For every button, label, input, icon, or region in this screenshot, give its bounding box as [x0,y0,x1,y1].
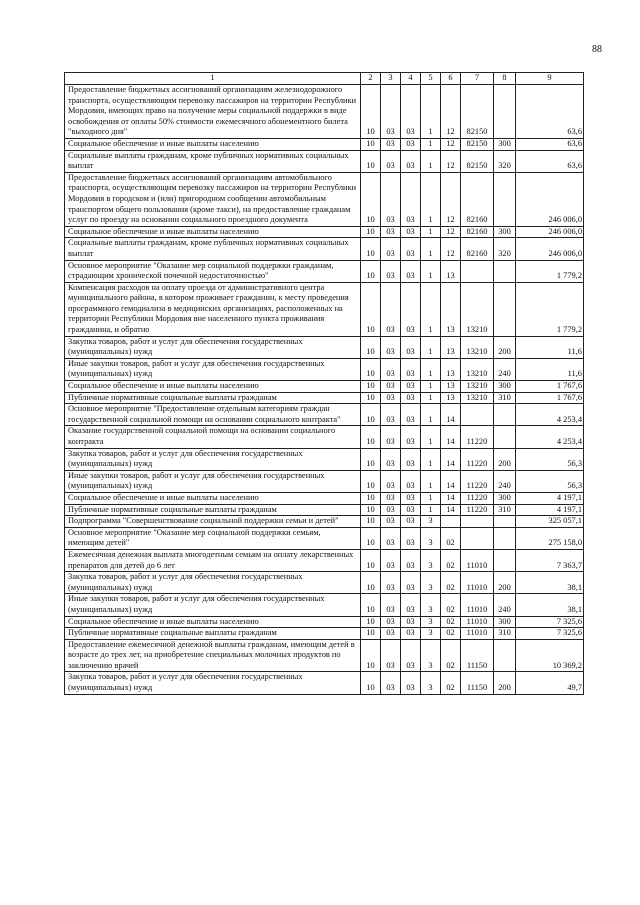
row-name-cell: Основное мероприятие "Оказание мер социальной поддержки гражданам, страдающим хронической почечной недостаточностью" [65,260,361,282]
row-code-cell: 3 [421,516,441,528]
row-amount-cell: 275 158,0 [516,527,584,549]
table-row [65,572,584,594]
row-code-cell: 03 [401,358,421,380]
row-code-cell: 13 [441,358,461,380]
header-cell: 3 [381,73,401,85]
row-code-cell: 1 [421,138,441,150]
row-name-cell: Предоставление ежемесячной денежной выплаты гражданам, имеющим детей в возрасте до трех лет, на приобретение специальных молочных продуктов по заключению врачей [65,639,361,672]
row-code-cell: 03 [401,138,421,150]
row-code-cell: 13210 [461,336,494,358]
row-code-cell: 11010 [461,572,494,594]
header-cell: 7 [461,73,494,85]
row-code-cell: 240 [494,470,516,492]
row-amount-cell: 63,6 [516,138,584,150]
row-code-cell: 13210 [461,282,494,336]
table-row [65,336,584,358]
row-amount-cell: 7 325,6 [516,628,584,640]
row-code-cell: 03 [381,594,401,616]
row-amount-cell: 246 006,0 [516,172,584,226]
row-code-cell: 14 [441,426,461,448]
table-row [65,594,584,616]
row-code-cell: 1 [421,404,441,426]
row-name-cell: Социальные выплаты гражданам, кроме публичных нормативных социальных выплат [65,238,361,260]
row-amount-cell: 63,6 [516,150,584,172]
row-amount-cell: 4 197,1 [516,504,584,516]
row-code-cell: 1 [421,358,441,380]
row-code-cell: 11220 [461,426,494,448]
row-code-cell: 03 [381,358,401,380]
row-amount-cell: 63,6 [516,85,584,139]
row-code-cell: 300 [494,138,516,150]
row-code-cell: 320 [494,238,516,260]
row-code-cell: 10 [361,426,381,448]
row-code-cell [494,639,516,672]
row-code-cell: 200 [494,448,516,470]
row-amount-cell: 10 369,2 [516,639,584,672]
row-code-cell: 11010 [461,594,494,616]
table-row [65,238,584,260]
row-name-cell: Социальное обеспечение и иные выплаты населению [65,226,361,238]
row-code-cell: 310 [494,628,516,640]
row-name-cell: Подпрограмма "Совершенствование социальной поддержки семьи и детей" [65,516,361,528]
row-code-cell: 03 [381,448,401,470]
row-code-cell: 10 [361,470,381,492]
row-amount-cell: 1 779,2 [516,282,584,336]
row-amount-cell: 4 253,4 [516,404,584,426]
table-row [65,426,584,448]
row-code-cell: 02 [441,628,461,640]
row-code-cell: 13210 [461,381,494,393]
budget-table [64,72,584,695]
row-name-cell: Компенсация расходов на оплату проезда от административного центра муниципального района, в котором проживает гражданин, к месту проведения программного гемодиализа в медицинских организациях, расположенных на территории Республики Мордовия вне населенного пункта проживания гражданина, и обратно [65,282,361,336]
row-code-cell: 11010 [461,549,494,571]
row-amount-cell: 1 767,6 [516,392,584,404]
row-code-cell: 12 [441,238,461,260]
row-code-cell [461,260,494,282]
row-code-cell: 10 [361,172,381,226]
row-code-cell: 13 [441,336,461,358]
header-cell: 1 [65,73,361,85]
row-name-cell: Предоставление бюджетных ассигнований организациям железнодорожного транспорта, осуществляющим перевозку пассажиров на территории Республики Мордовия, имеющих право на получение меры социальной поддержки в виде освобождения от оплаты 50% стоимости ежемесячного абонементного билета "выходного дня" [65,85,361,139]
row-code-cell: 13 [441,260,461,282]
row-code-cell: 10 [361,358,381,380]
row-name-cell: Социальное обеспечение и иные выплаты населению [65,381,361,393]
header-cell: 6 [441,73,461,85]
row-code-cell: 03 [381,470,401,492]
row-code-cell: 14 [441,448,461,470]
row-code-cell: 03 [381,392,401,404]
row-code-cell: 02 [441,527,461,549]
row-code-cell: 03 [401,504,421,516]
row-code-cell: 03 [381,282,401,336]
row-code-cell: 3 [421,594,441,616]
row-code-cell: 03 [401,672,421,694]
row-code-cell: 03 [401,426,421,448]
row-code-cell: 03 [401,527,421,549]
table-row [65,381,584,393]
row-code-cell: 200 [494,572,516,594]
row-code-cell: 03 [401,404,421,426]
row-code-cell: 03 [381,85,401,139]
row-code-cell: 200 [494,672,516,694]
row-code-cell: 10 [361,336,381,358]
row-code-cell: 12 [441,150,461,172]
row-code-cell: 11220 [461,492,494,504]
row-code-cell: 3 [421,549,441,571]
row-code-cell: 1 [421,85,441,139]
row-code-cell: 11150 [461,672,494,694]
row-code-cell: 02 [441,594,461,616]
row-amount-cell: 4 253,4 [516,426,584,448]
row-name-cell: Социальное обеспечение и иные выплаты населению [65,616,361,628]
table-row [65,392,584,404]
row-code-cell: 03 [381,381,401,393]
row-code-cell: 13 [441,392,461,404]
row-amount-cell: 1 767,6 [516,381,584,393]
row-code-cell: 03 [401,628,421,640]
row-amount-cell: 7 363,7 [516,549,584,571]
row-code-cell: 1 [421,392,441,404]
row-name-cell: Публичные нормативные социальные выплаты гражданам [65,392,361,404]
row-amount-cell: 49,7 [516,672,584,694]
row-code-cell: 03 [401,470,421,492]
table-row [65,282,584,336]
row-code-cell [461,527,494,549]
table-row [65,516,584,528]
row-code-cell: 13 [441,282,461,336]
row-code-cell: 10 [361,238,381,260]
row-code-cell: 13 [441,381,461,393]
table-row [65,150,584,172]
table-row [65,616,584,628]
row-code-cell: 03 [401,392,421,404]
row-amount-cell: 38,1 [516,594,584,616]
row-code-cell: 03 [401,260,421,282]
row-code-cell: 11010 [461,628,494,640]
row-name-cell: Основное мероприятие "Предоставление отдельным категориям граждан государственной социальной помощи на основании социального контракта" [65,404,361,426]
row-code-cell: 1 [421,448,441,470]
row-code-cell: 03 [381,238,401,260]
row-code-cell: 10 [361,527,381,549]
row-code-cell [494,549,516,571]
row-code-cell: 10 [361,150,381,172]
row-code-cell: 03 [401,516,421,528]
row-name-cell: Основное мероприятие "Оказание мер социальной поддержки семьям, имеющим детей" [65,527,361,549]
row-code-cell: 03 [401,150,421,172]
row-code-cell: 03 [381,572,401,594]
row-code-cell: 300 [494,381,516,393]
row-name-cell: Ежемесячная денежная выплата многодетным семьям на оплату лекарственных препаратов для детей до 6 лет [65,549,361,571]
row-code-cell: 200 [494,336,516,358]
row-name-cell: Иные закупки товаров, работ и услуг для обеспечения государственных (муниципальных) нужд [65,470,361,492]
table-row [65,549,584,571]
row-code-cell: 300 [494,616,516,628]
table-row [65,628,584,640]
row-code-cell [494,260,516,282]
row-code-cell: 3 [421,527,441,549]
row-code-cell: 10 [361,639,381,672]
row-code-cell: 13210 [461,358,494,380]
row-code-cell: 03 [401,172,421,226]
row-code-cell: 10 [361,549,381,571]
table-row [65,527,584,549]
row-code-cell: 03 [401,594,421,616]
row-code-cell [461,404,494,426]
table-row [65,404,584,426]
row-code-cell: 320 [494,150,516,172]
header-row [65,73,584,85]
row-code-cell: 03 [381,172,401,226]
row-code-cell: 03 [381,336,401,358]
row-code-cell: 240 [494,594,516,616]
table-row [65,448,584,470]
row-code-cell: 03 [381,549,401,571]
row-code-cell: 10 [361,392,381,404]
row-code-cell: 12 [441,172,461,226]
row-code-cell: 12 [441,138,461,150]
row-amount-cell: 11,6 [516,358,584,380]
row-code-cell: 03 [381,260,401,282]
row-code-cell: 1 [421,336,441,358]
row-code-cell: 02 [441,616,461,628]
row-code-cell: 310 [494,392,516,404]
row-code-cell: 03 [381,527,401,549]
row-amount-cell: 7 325,6 [516,616,584,628]
row-code-cell: 14 [441,504,461,516]
table-row [65,226,584,238]
table-row [65,672,584,694]
row-code-cell: 02 [441,572,461,594]
row-name-cell: Иные закупки товаров, работ и услуг для обеспечения государственных (муниципальных) нужд [65,594,361,616]
header-cell: 4 [401,73,421,85]
row-code-cell: 3 [421,639,441,672]
row-code-cell: 03 [401,282,421,336]
row-code-cell: 03 [401,85,421,139]
row-code-cell: 11220 [461,504,494,516]
row-code-cell: 10 [361,282,381,336]
row-code-cell: 3 [421,628,441,640]
row-code-cell: 02 [441,672,461,694]
row-code-cell: 300 [494,226,516,238]
row-code-cell: 03 [381,516,401,528]
row-code-cell: 10 [361,504,381,516]
header-cell: 8 [494,73,516,85]
row-code-cell [461,516,494,528]
row-code-cell: 14 [441,470,461,492]
row-amount-cell: 56,3 [516,448,584,470]
table-row [65,138,584,150]
row-code-cell [494,426,516,448]
row-name-cell: Публичные нормативные социальные выплаты гражданам [65,628,361,640]
row-code-cell: 12 [441,226,461,238]
row-name-cell: Социальное обеспечение и иные выплаты населению [65,138,361,150]
row-code-cell: 82160 [461,172,494,226]
row-code-cell: 82160 [461,238,494,260]
row-code-cell: 1 [421,226,441,238]
row-code-cell [494,404,516,426]
header-cell: 2 [361,73,381,85]
row-code-cell: 12 [441,85,461,139]
row-code-cell: 1 [421,426,441,448]
row-code-cell: 10 [361,616,381,628]
row-name-cell: Закупка товаров, работ и услуг для обеспечения государственных (муниципальных) нужд [65,448,361,470]
table-row [65,470,584,492]
row-code-cell: 10 [361,516,381,528]
row-code-cell: 03 [401,549,421,571]
row-code-cell: 3 [421,616,441,628]
row-amount-cell: 325 057,1 [516,516,584,528]
row-code-cell: 1 [421,492,441,504]
row-code-cell [494,172,516,226]
row-code-cell: 10 [361,85,381,139]
row-code-cell: 03 [401,448,421,470]
row-code-cell: 14 [441,492,461,504]
row-code-cell: 03 [401,572,421,594]
row-code-cell: 10 [361,594,381,616]
table-row [65,172,584,226]
row-code-cell: 240 [494,358,516,380]
row-code-cell: 03 [381,404,401,426]
row-code-cell: 1 [421,172,441,226]
row-code-cell: 310 [494,504,516,516]
table-row [65,504,584,516]
row-code-cell: 3 [421,672,441,694]
row-code-cell [494,527,516,549]
row-code-cell: 11150 [461,639,494,672]
row-code-cell: 03 [401,639,421,672]
row-code-cell: 10 [361,672,381,694]
row-code-cell: 13210 [461,392,494,404]
row-code-cell: 03 [381,150,401,172]
row-code-cell: 03 [401,238,421,260]
page-number: 88 [592,44,602,55]
row-code-cell: 82160 [461,226,494,238]
row-code-cell: 03 [401,226,421,238]
row-code-cell: 03 [381,492,401,504]
row-code-cell: 03 [381,616,401,628]
row-code-cell: 1 [421,381,441,393]
header-cell: 5 [421,73,441,85]
row-name-cell: Публичные нормативные социальные выплаты гражданам [65,504,361,516]
row-code-cell: 03 [381,138,401,150]
row-name-cell: Социальные выплаты гражданам, кроме публичных нормативных социальных выплат [65,150,361,172]
row-code-cell: 1 [421,282,441,336]
row-code-cell: 03 [401,616,421,628]
header-cell: 9 [516,73,584,85]
row-name-cell: Оказание государственной социальной помощи на основании социального контракта [65,426,361,448]
row-code-cell [494,282,516,336]
table-row [65,358,584,380]
row-code-cell: 03 [401,492,421,504]
row-code-cell: 03 [381,639,401,672]
row-amount-cell: 11,6 [516,336,584,358]
row-name-cell: Иные закупки товаров, работ и услуг для обеспечения государственных (муниципальных) нужд [65,358,361,380]
row-code-cell: 03 [381,672,401,694]
row-code-cell: 82150 [461,85,494,139]
row-code-cell: 10 [361,628,381,640]
row-name-cell: Закупка товаров, работ и услуг для обеспечения государственных (муниципальных) нужд [65,572,361,594]
row-code-cell: 03 [381,426,401,448]
row-code-cell [441,516,461,528]
row-amount-cell: 1 779,2 [516,260,584,282]
row-code-cell [494,85,516,139]
row-code-cell: 1 [421,470,441,492]
row-code-cell: 03 [381,628,401,640]
row-name-cell: Закупка товаров, работ и услуг для обеспечения государственных (муниципальных) нужд [65,672,361,694]
row-code-cell: 1 [421,238,441,260]
row-code-cell: 11010 [461,616,494,628]
row-code-cell: 10 [361,260,381,282]
table-row [65,492,584,504]
row-name-cell: Предоставление бюджетных ассигнований организациям автомобильного транспорта, осуществляющим перевозку пассажиров на территории Республики Мордовия в городском и (или) пригородном сообщении автомобильным транспортом общего пользования (кроме такси), на предоставление гражданам услуг по проезду на основании социального проездного документа [65,172,361,226]
row-code-cell: 10 [361,138,381,150]
row-code-cell: 03 [381,226,401,238]
row-code-cell: 300 [494,492,516,504]
row-code-cell: 10 [361,572,381,594]
row-amount-cell: 4 197,1 [516,492,584,504]
row-code-cell: 1 [421,260,441,282]
table-body [65,85,584,695]
table-row [65,85,584,139]
row-code-cell: 11220 [461,470,494,492]
row-code-cell: 1 [421,504,441,516]
row-amount-cell: 246 006,0 [516,238,584,260]
row-code-cell: 03 [401,381,421,393]
row-name-cell: Социальное обеспечение и иные выплаты населению [65,492,361,504]
row-amount-cell: 38,1 [516,572,584,594]
row-amount-cell: 56,3 [516,470,584,492]
row-code-cell: 10 [361,381,381,393]
row-code-cell: 14 [441,404,461,426]
row-code-cell: 03 [381,504,401,516]
row-code-cell: 10 [361,404,381,426]
row-code-cell: 3 [421,572,441,594]
table-row [65,260,584,282]
row-code-cell: 1 [421,150,441,172]
row-code-cell: 10 [361,448,381,470]
row-code-cell: 82150 [461,138,494,150]
row-code-cell [494,516,516,528]
row-name-cell: Закупка товаров, работ и услуг для обеспечения государственных (муниципальных) нужд [65,336,361,358]
table-row [65,639,584,672]
row-code-cell: 10 [361,226,381,238]
row-code-cell: 10 [361,492,381,504]
row-code-cell: 03 [401,336,421,358]
row-code-cell: 11220 [461,448,494,470]
row-code-cell: 02 [441,639,461,672]
row-code-cell: 82150 [461,150,494,172]
row-code-cell: 02 [441,549,461,571]
row-amount-cell: 246 006,0 [516,226,584,238]
